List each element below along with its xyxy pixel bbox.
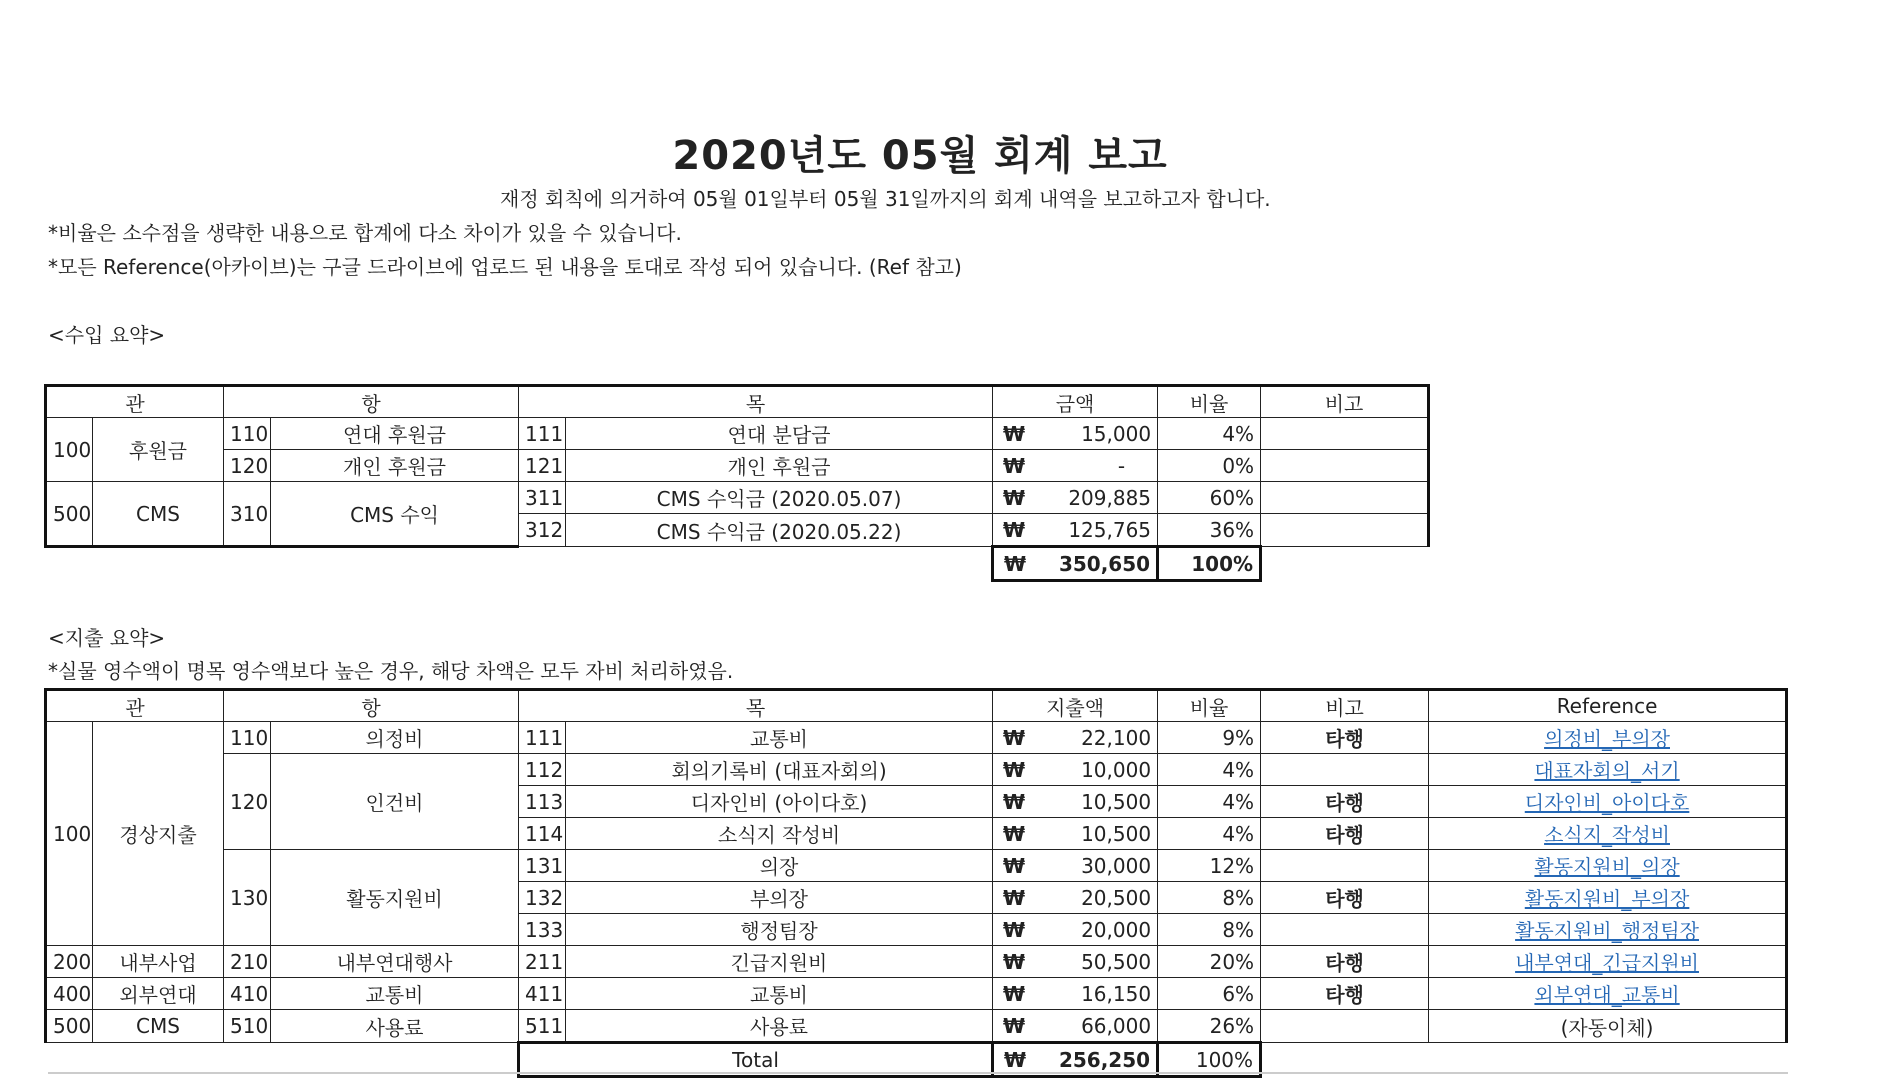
ratio-cell: 20% bbox=[1158, 946, 1261, 978]
amount-cell bbox=[993, 882, 1158, 914]
note-cell bbox=[1261, 754, 1429, 786]
mok-name: 회의기록비 (대표자회의) bbox=[566, 754, 993, 786]
header-mok: 목 bbox=[519, 690, 993, 722]
header-hang: 항 bbox=[224, 690, 519, 722]
gwan-name: CMS bbox=[93, 482, 224, 547]
amount-value: 22,100 bbox=[1081, 725, 1152, 750]
gwan-name: 외부연대 bbox=[93, 978, 224, 1010]
note-cell: 타행 bbox=[1261, 722, 1429, 754]
mok-name: 사용료 bbox=[566, 1010, 993, 1043]
note-cell: 타행 bbox=[1261, 946, 1429, 978]
header-ratio: 비율 bbox=[1158, 386, 1261, 418]
total-label: Total bbox=[519, 1043, 993, 1077]
page-bottom-rule bbox=[48, 1072, 1788, 1074]
income-heading: <수입 요약> bbox=[48, 323, 166, 347]
hang-code: 410 bbox=[224, 978, 271, 1010]
table-row bbox=[46, 946, 1787, 978]
reference-link[interactable]: 대표자회의_서기 bbox=[1534, 759, 1680, 783]
gwan-name: CMS bbox=[93, 1010, 224, 1043]
won-sign: ₩ bbox=[1004, 551, 1027, 576]
mok-name: CMS 수익금 (2020.05.07) bbox=[566, 482, 993, 514]
table-row bbox=[46, 1010, 1787, 1043]
amount-cell bbox=[993, 1010, 1158, 1043]
ratio-cell: 0% bbox=[1158, 450, 1261, 482]
reference-cell bbox=[1429, 818, 1787, 850]
gwan-name: 경상지출 bbox=[93, 722, 224, 946]
table-row bbox=[46, 450, 1429, 482]
mok-name: CMS 수익금 (2020.05.22) bbox=[566, 514, 993, 547]
won-sign: ₩ bbox=[1003, 949, 1026, 974]
header-hang: 항 bbox=[224, 386, 519, 418]
gwan-name: 후원금 bbox=[93, 418, 224, 482]
ratio-cell: 6% bbox=[1158, 978, 1261, 1010]
mok-name: 교통비 bbox=[566, 722, 993, 754]
amount-value: 16,150 bbox=[1081, 981, 1152, 1006]
mok-code: 131 bbox=[519, 850, 566, 882]
gwan-code: 400 bbox=[46, 978, 93, 1010]
table-row bbox=[46, 978, 1787, 1010]
mok-name: 교통비 bbox=[566, 978, 993, 1010]
won-sign: ₩ bbox=[1003, 421, 1026, 446]
amount-value: 15,000 bbox=[1081, 421, 1152, 446]
mok-code: 133 bbox=[519, 914, 566, 946]
total-ratio: 100% bbox=[1158, 1043, 1261, 1077]
total-amount: 350,650 bbox=[1058, 551, 1151, 576]
gwan-code: 100 bbox=[46, 418, 93, 482]
reference-cell bbox=[1429, 786, 1787, 818]
table-row bbox=[46, 850, 1787, 882]
note-cell: 타행 bbox=[1261, 978, 1429, 1010]
note-cell: 타행 bbox=[1261, 786, 1429, 818]
amount-cell bbox=[993, 418, 1158, 450]
mok-name: 긴급지원비 bbox=[566, 946, 993, 978]
won-sign: ₩ bbox=[1003, 917, 1026, 942]
amount-cell bbox=[993, 978, 1158, 1010]
amount-cell bbox=[993, 818, 1158, 850]
won-sign: ₩ bbox=[1004, 1047, 1027, 1072]
reference-cell bbox=[1429, 882, 1787, 914]
gwan-name: 내부사업 bbox=[93, 946, 224, 978]
report-title: 2020년도 05월 회계 보고 bbox=[672, 133, 1168, 179]
note-cell bbox=[1261, 450, 1429, 482]
table-row bbox=[46, 722, 1787, 754]
total-ratio: 100% bbox=[1158, 547, 1261, 581]
mok-name: 행정팀장 bbox=[566, 914, 993, 946]
mok-code: 114 bbox=[519, 818, 566, 850]
amount-value: 50,500 bbox=[1081, 949, 1152, 974]
amount-cell bbox=[993, 786, 1158, 818]
note-cell: 타행 bbox=[1261, 818, 1429, 850]
ratio-cell: 12% bbox=[1158, 850, 1261, 882]
hang-name: 내부연대행사 bbox=[271, 946, 519, 978]
won-sign: ₩ bbox=[1003, 1013, 1026, 1038]
expense-note: *실물 영수액이 명목 영수액보다 높은 경우, 해당 차액은 모두 자비 처리하였음. bbox=[48, 659, 734, 683]
won-sign: ₩ bbox=[1003, 981, 1026, 1006]
hang-name: 활동지원비 bbox=[271, 850, 519, 946]
amount-cell bbox=[993, 514, 1158, 547]
hang-name: 교통비 bbox=[271, 978, 519, 1010]
ratio-cell: 4% bbox=[1158, 818, 1261, 850]
amount-value: 20,500 bbox=[1081, 885, 1152, 910]
ratio-cell: 36% bbox=[1158, 514, 1261, 547]
header-amount: 금액 bbox=[993, 386, 1158, 418]
reference-cell bbox=[1429, 722, 1787, 754]
reference-link[interactable]: 소식지_작성비 bbox=[1544, 823, 1670, 847]
reference-cell bbox=[1429, 978, 1787, 1010]
reference-link[interactable]: 의정비_부의장 bbox=[1544, 727, 1670, 751]
header-reference: Reference bbox=[1429, 690, 1787, 722]
won-sign: ₩ bbox=[1003, 821, 1026, 846]
amount-cell bbox=[993, 946, 1158, 978]
mok-code: 111 bbox=[519, 722, 566, 754]
income-header-row bbox=[46, 386, 1429, 418]
amount-value: 125,765 bbox=[1068, 517, 1152, 542]
mok-code: 511 bbox=[519, 1010, 566, 1043]
gwan-code: 500 bbox=[46, 482, 93, 547]
mok-name: 연대 분담금 bbox=[566, 418, 993, 450]
reference-cell bbox=[1429, 914, 1787, 946]
reference-note: *모든 Reference(아카이브)는 구글 드라이브에 업로드 된 내용을 토대로 작성 되어 있습니다. (Ref 참고) bbox=[48, 255, 962, 279]
amount-value: 66,000 bbox=[1081, 1013, 1152, 1038]
won-sign: ₩ bbox=[1003, 853, 1026, 878]
hang-code: 120 bbox=[224, 754, 271, 850]
hang-name: 개인 후원금 bbox=[271, 450, 519, 482]
mok-name: 의장 bbox=[566, 850, 993, 882]
reference-cell bbox=[1429, 754, 1787, 786]
won-sign: ₩ bbox=[1003, 757, 1026, 782]
amount-cell bbox=[993, 914, 1158, 946]
hang-code: 130 bbox=[224, 850, 271, 946]
amount-value: 30,000 bbox=[1081, 853, 1152, 878]
won-sign: ₩ bbox=[1003, 789, 1026, 814]
mok-code: 211 bbox=[519, 946, 566, 978]
income-table bbox=[44, 384, 1430, 582]
amount-value: 10,500 bbox=[1081, 821, 1152, 846]
mok-code: 132 bbox=[519, 882, 566, 914]
hang-name: 연대 후원금 bbox=[271, 418, 519, 450]
amount-cell bbox=[993, 450, 1158, 482]
hang-name: 인건비 bbox=[271, 754, 519, 850]
table-row bbox=[46, 482, 1429, 514]
note-cell bbox=[1261, 514, 1429, 547]
header-note: 비고 bbox=[1261, 386, 1429, 418]
ratio-cell: 4% bbox=[1158, 418, 1261, 450]
reference-link[interactable]: 디자인비_아이다호 bbox=[1524, 791, 1690, 815]
note-cell bbox=[1261, 482, 1429, 514]
mok-code: 112 bbox=[519, 754, 566, 786]
note-cell bbox=[1261, 850, 1429, 882]
mok-code: 113 bbox=[519, 786, 566, 818]
amount-value: 209,885 bbox=[1068, 485, 1152, 510]
amount-value: 20,000 bbox=[1081, 917, 1152, 942]
mok-name: 디자인비 (아이다호) bbox=[566, 786, 993, 818]
amount-cell bbox=[993, 850, 1158, 882]
ratio-cell: 8% bbox=[1158, 882, 1261, 914]
hang-code: 110 bbox=[224, 418, 271, 450]
hang-code: 120 bbox=[224, 450, 271, 482]
amount-cell bbox=[993, 722, 1158, 754]
header-note: 비고 bbox=[1261, 690, 1429, 722]
header-gwan: 관 bbox=[46, 690, 224, 722]
won-sign: ₩ bbox=[1003, 885, 1026, 910]
reference-link[interactable]: 외부연대_교통비 bbox=[1534, 983, 1680, 1007]
gwan-code: 500 bbox=[46, 1010, 93, 1043]
ratio-cell: 60% bbox=[1158, 482, 1261, 514]
mok-name: 소식지 작성비 bbox=[566, 818, 993, 850]
table-row bbox=[46, 754, 1787, 786]
mok-code: 411 bbox=[519, 978, 566, 1010]
ratio-cell: 4% bbox=[1158, 786, 1261, 818]
reference-link[interactable]: 활동지원비_행정팀장 bbox=[1515, 919, 1699, 943]
ratio-cell: 26% bbox=[1158, 1010, 1261, 1043]
reference-cell: (자동이체) bbox=[1429, 1010, 1787, 1043]
income-total-row bbox=[46, 547, 1429, 581]
hang-code: 310 bbox=[224, 482, 271, 547]
ratio-cell: 8% bbox=[1158, 914, 1261, 946]
hang-name: 사용료 bbox=[271, 1010, 519, 1043]
reference-cell bbox=[1429, 850, 1787, 882]
amount-value: 10,500 bbox=[1081, 789, 1152, 814]
header-ratio: 비율 bbox=[1158, 690, 1261, 722]
table-row bbox=[46, 418, 1429, 450]
ratio-note: *비율은 소수점을 생략한 내용으로 합계에 다소 차이가 있을 수 있습니다. bbox=[48, 221, 682, 245]
expense-heading: <지출 요약> bbox=[48, 626, 166, 650]
mok-code: 311 bbox=[519, 482, 566, 514]
mok-name: 개인 후원금 bbox=[566, 450, 993, 482]
won-sign: ₩ bbox=[1003, 725, 1026, 750]
won-sign: ₩ bbox=[1003, 453, 1026, 478]
note-cell bbox=[1261, 418, 1429, 450]
mok-code: 111 bbox=[519, 418, 566, 450]
amount-value: 10,000 bbox=[1081, 757, 1152, 782]
amount-cell bbox=[993, 482, 1158, 514]
header-gwan: 관 bbox=[46, 386, 224, 418]
ratio-cell: 9% bbox=[1158, 722, 1261, 754]
hang-code: 510 bbox=[224, 1010, 271, 1043]
reference-link[interactable]: 활동지원비_부의장 bbox=[1524, 887, 1690, 911]
gwan-code: 100 bbox=[46, 722, 93, 946]
note-cell: 타행 bbox=[1261, 882, 1429, 914]
total-amount-cell bbox=[993, 547, 1158, 581]
expense-header-row bbox=[46, 690, 1787, 722]
amount-value: - bbox=[1117, 453, 1126, 478]
hang-code: 210 bbox=[224, 946, 271, 978]
reference-link[interactable]: 활동지원비_의장 bbox=[1534, 855, 1680, 879]
header-mok: 목 bbox=[519, 386, 993, 418]
mok-name: 부의장 bbox=[566, 882, 993, 914]
mok-code: 121 bbox=[519, 450, 566, 482]
total-amount: 256,250 bbox=[1058, 1047, 1151, 1072]
reference-link[interactable]: 내부연대_긴급지원비 bbox=[1515, 951, 1699, 975]
hang-code: 110 bbox=[224, 722, 271, 754]
hang-name: 의정비 bbox=[271, 722, 519, 754]
note-cell bbox=[1261, 1010, 1429, 1043]
won-sign: ₩ bbox=[1003, 485, 1026, 510]
header-amount: 지출액 bbox=[993, 690, 1158, 722]
won-sign: ₩ bbox=[1003, 517, 1026, 542]
mok-code: 312 bbox=[519, 514, 566, 547]
gwan-code: 200 bbox=[46, 946, 93, 978]
report-subtitle: 재정 회칙에 의거하여 05월 01일부터 05월 31일까지의 회계 내역을 보고하고자 합니다. bbox=[500, 187, 1271, 211]
hang-name: CMS 수익 bbox=[271, 482, 519, 547]
expense-table bbox=[44, 688, 1788, 1078]
note-cell bbox=[1261, 914, 1429, 946]
reference-cell bbox=[1429, 946, 1787, 978]
ratio-cell: 4% bbox=[1158, 754, 1261, 786]
amount-cell bbox=[993, 754, 1158, 786]
